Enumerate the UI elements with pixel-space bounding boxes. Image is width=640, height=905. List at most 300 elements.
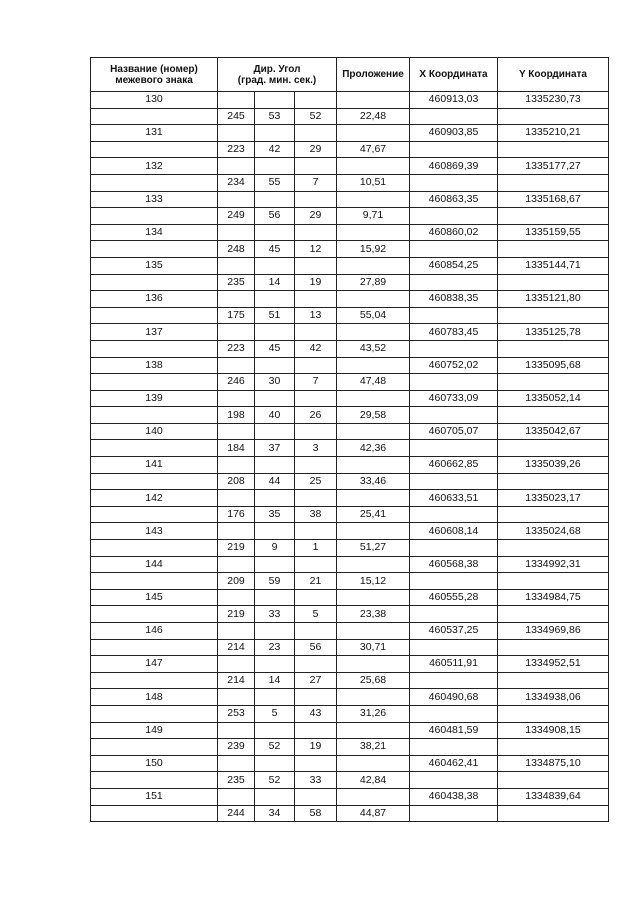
blank-cell [337, 490, 410, 507]
blank-cell [337, 523, 410, 540]
x-coordinate: 460481,59 [410, 722, 498, 739]
blank-cell [498, 672, 609, 689]
angle-seconds: 58 [295, 805, 337, 822]
angle-minutes: 52 [255, 772, 295, 789]
blank-cell [498, 772, 609, 789]
y-coordinate: 1334875,10 [498, 755, 609, 772]
blank-cell [218, 92, 255, 109]
blank-cell [498, 573, 609, 590]
point-name: 145 [91, 589, 218, 606]
angle-degrees: 175 [218, 307, 255, 324]
blank-cell [218, 457, 255, 474]
blank-cell [498, 506, 609, 523]
blank-cell [255, 556, 295, 573]
segment-length: 22,48 [337, 108, 410, 125]
segment-row [91, 307, 609, 324]
blank-cell [218, 423, 255, 440]
point-row [91, 125, 609, 142]
point-name: 144 [91, 556, 218, 573]
angle-degrees: 214 [218, 672, 255, 689]
angle-minutes: 56 [255, 208, 295, 225]
point-row [91, 556, 609, 573]
x-coordinate: 460752,02 [410, 357, 498, 374]
angle-minutes: 51 [255, 307, 295, 324]
y-coordinate: 1335024,68 [498, 523, 609, 540]
blank-cell [255, 755, 295, 772]
blank-cell [218, 722, 255, 739]
point-name: 148 [91, 689, 218, 706]
blank-cell [255, 291, 295, 308]
angle-seconds: 42 [295, 340, 337, 357]
angle-degrees: 235 [218, 772, 255, 789]
x-coordinate: 460860,02 [410, 224, 498, 241]
segment-length: 15,12 [337, 573, 410, 590]
angle-minutes: 42 [255, 141, 295, 158]
x-coordinate: 460913,03 [410, 92, 498, 109]
blank-cell [295, 357, 337, 374]
blank-cell [91, 805, 218, 822]
angle-minutes: 23 [255, 639, 295, 656]
angle-seconds: 52 [295, 108, 337, 125]
x-coordinate: 460568,38 [410, 556, 498, 573]
blank-cell [91, 174, 218, 191]
blank-cell [337, 656, 410, 673]
angle-degrees: 246 [218, 374, 255, 391]
blank-cell [218, 589, 255, 606]
angle-degrees: 239 [218, 739, 255, 756]
segment-row [91, 540, 609, 557]
segment-length: 47,67 [337, 141, 410, 158]
blank-cell [337, 291, 410, 308]
segment-length: 25,41 [337, 506, 410, 523]
segment-row [91, 208, 609, 225]
point-row [91, 324, 609, 341]
blank-cell [91, 772, 218, 789]
point-row [91, 257, 609, 274]
point-row [91, 722, 609, 739]
segment-row [91, 606, 609, 623]
angle-seconds: 1 [295, 540, 337, 557]
blank-cell [91, 340, 218, 357]
point-row [91, 158, 609, 175]
blank-cell [218, 324, 255, 341]
y-coordinate: 1334839,64 [498, 788, 609, 805]
blank-cell [410, 473, 498, 490]
y-coordinate: 1334938,06 [498, 689, 609, 706]
point-name: 133 [91, 191, 218, 208]
blank-cell [218, 357, 255, 374]
point-row [91, 457, 609, 474]
header-name [91, 58, 218, 92]
angle-seconds: 29 [295, 208, 337, 225]
y-coordinate: 1335210,21 [498, 125, 609, 142]
angle-minutes: 5 [255, 705, 295, 722]
angle-minutes: 14 [255, 672, 295, 689]
blank-cell [410, 307, 498, 324]
angle-seconds: 19 [295, 274, 337, 291]
segment-length: 44,87 [337, 805, 410, 822]
angle-seconds: 7 [295, 374, 337, 391]
angle-degrees: 208 [218, 473, 255, 490]
angle-degrees: 214 [218, 639, 255, 656]
blank-cell [218, 656, 255, 673]
blank-cell [218, 291, 255, 308]
point-name: 143 [91, 523, 218, 540]
blank-cell [498, 241, 609, 258]
segment-row [91, 705, 609, 722]
segment-row [91, 506, 609, 523]
y-coordinate: 1335121,80 [498, 291, 609, 308]
angle-minutes: 30 [255, 374, 295, 391]
blank-cell [337, 158, 410, 175]
blank-cell [218, 490, 255, 507]
angle-degrees: 234 [218, 174, 255, 191]
blank-cell [337, 788, 410, 805]
blank-cell [218, 689, 255, 706]
blank-cell [255, 623, 295, 640]
angle-seconds: 27 [295, 672, 337, 689]
blank-cell [337, 92, 410, 109]
blank-cell [218, 523, 255, 540]
angle-seconds: 12 [295, 241, 337, 258]
point-row [91, 623, 609, 640]
header-length: Проложение [337, 58, 410, 92]
segment-length: 51,27 [337, 540, 410, 557]
x-coordinate: 460662,85 [410, 457, 498, 474]
angle-seconds: 13 [295, 307, 337, 324]
segment-length: 25,68 [337, 672, 410, 689]
blank-cell [337, 589, 410, 606]
blank-cell [218, 125, 255, 142]
header-angle-line2: (град. мин. сек.) [237, 74, 317, 86]
angle-minutes: 35 [255, 506, 295, 523]
blank-cell [255, 457, 295, 474]
segment-length: 27,89 [337, 274, 410, 291]
y-coordinate: 1335125,78 [498, 324, 609, 341]
blank-cell [410, 540, 498, 557]
angle-seconds: 7 [295, 174, 337, 191]
segment-row [91, 440, 609, 457]
point-row [91, 423, 609, 440]
angle-seconds: 3 [295, 440, 337, 457]
point-row [91, 224, 609, 241]
blank-cell [498, 208, 609, 225]
segment-length: 47,48 [337, 374, 410, 391]
segment-row [91, 141, 609, 158]
point-row [91, 755, 609, 772]
y-coordinate: 1335230,73 [498, 92, 609, 109]
blank-cell [410, 141, 498, 158]
x-coordinate: 460783,45 [410, 324, 498, 341]
blank-cell [91, 374, 218, 391]
blank-cell [255, 722, 295, 739]
angle-degrees: 176 [218, 506, 255, 523]
blank-cell [218, 556, 255, 573]
point-row [91, 92, 609, 109]
angle-minutes: 52 [255, 739, 295, 756]
angle-degrees: 245 [218, 108, 255, 125]
blank-cell [410, 573, 498, 590]
blank-cell [410, 805, 498, 822]
header-angle-line1: Дир. Угол [253, 63, 301, 75]
blank-cell [337, 125, 410, 142]
blank-cell [91, 208, 218, 225]
point-name: 149 [91, 722, 218, 739]
blank-cell [498, 440, 609, 457]
point-row [91, 191, 609, 208]
y-coordinate: 1335095,68 [498, 357, 609, 374]
x-coordinate: 460733,09 [410, 390, 498, 407]
header-name-line2: межевого знака [115, 74, 193, 86]
blank-cell [91, 274, 218, 291]
blank-cell [410, 506, 498, 523]
blank-cell [498, 174, 609, 191]
y-coordinate: 1335168,67 [498, 191, 609, 208]
point-name: 150 [91, 755, 218, 772]
segment-length: 10,51 [337, 174, 410, 191]
x-coordinate: 460511,91 [410, 656, 498, 673]
blank-cell [410, 174, 498, 191]
segment-row [91, 274, 609, 291]
blank-cell [410, 340, 498, 357]
blank-cell [410, 672, 498, 689]
angle-minutes: 45 [255, 340, 295, 357]
y-coordinate: 1334908,15 [498, 722, 609, 739]
point-name: 138 [91, 357, 218, 374]
blank-cell [91, 540, 218, 557]
point-row [91, 490, 609, 507]
segment-row [91, 108, 609, 125]
angle-seconds: 25 [295, 473, 337, 490]
blank-cell [410, 440, 498, 457]
blank-cell [218, 191, 255, 208]
angle-minutes: 33 [255, 606, 295, 623]
blank-cell [295, 623, 337, 640]
y-coordinate: 1335159,55 [498, 224, 609, 241]
segment-row [91, 374, 609, 391]
angle-degrees: 244 [218, 805, 255, 822]
point-name: 147 [91, 656, 218, 673]
blank-cell [498, 108, 609, 125]
y-coordinate: 1334984,75 [498, 589, 609, 606]
blank-cell [498, 606, 609, 623]
blank-cell [337, 357, 410, 374]
x-coordinate: 460869,39 [410, 158, 498, 175]
blank-cell [410, 739, 498, 756]
point-name: 142 [91, 490, 218, 507]
blank-cell [295, 191, 337, 208]
segment-length: 38,21 [337, 739, 410, 756]
segment-length: 33,46 [337, 473, 410, 490]
blank-cell [337, 324, 410, 341]
angle-minutes: 34 [255, 805, 295, 822]
angle-degrees: 249 [218, 208, 255, 225]
blank-cell [295, 224, 337, 241]
blank-cell [410, 639, 498, 656]
y-coordinate: 1335039,26 [498, 457, 609, 474]
point-name: 141 [91, 457, 218, 474]
blank-cell [255, 125, 295, 142]
angle-minutes: 55 [255, 174, 295, 191]
angle-seconds: 19 [295, 739, 337, 756]
blank-cell [295, 755, 337, 772]
blank-cell [91, 739, 218, 756]
blank-cell [255, 423, 295, 440]
angle-seconds: 38 [295, 506, 337, 523]
angle-seconds: 29 [295, 141, 337, 158]
blank-cell [410, 705, 498, 722]
blank-cell [410, 208, 498, 225]
y-coordinate: 1335052,14 [498, 390, 609, 407]
segment-row [91, 340, 609, 357]
blank-cell [218, 390, 255, 407]
point-row [91, 523, 609, 540]
blank-cell [295, 689, 337, 706]
segment-length: 9,71 [337, 208, 410, 225]
point-name: 140 [91, 423, 218, 440]
angle-seconds: 21 [295, 573, 337, 590]
blank-cell [91, 407, 218, 424]
blank-cell [498, 374, 609, 391]
segment-row [91, 739, 609, 756]
blank-cell [295, 523, 337, 540]
angle-degrees: 223 [218, 340, 255, 357]
y-coordinate: 1334952,51 [498, 656, 609, 673]
segment-length: 23,38 [337, 606, 410, 623]
angle-degrees: 219 [218, 606, 255, 623]
blank-cell [337, 722, 410, 739]
blank-cell [255, 158, 295, 175]
angle-minutes: 9 [255, 540, 295, 557]
blank-cell [91, 141, 218, 158]
blank-cell [218, 788, 255, 805]
angle-minutes: 37 [255, 440, 295, 457]
x-coordinate: 460438,38 [410, 788, 498, 805]
blank-cell [410, 772, 498, 789]
blank-cell [91, 606, 218, 623]
angle-degrees: 235 [218, 274, 255, 291]
angle-seconds: 26 [295, 407, 337, 424]
point-name: 151 [91, 788, 218, 805]
segment-row [91, 174, 609, 191]
x-coordinate: 460490,68 [410, 689, 498, 706]
blank-cell [295, 423, 337, 440]
segment-row [91, 772, 609, 789]
blank-cell [337, 457, 410, 474]
angle-seconds: 5 [295, 606, 337, 623]
x-coordinate: 460705,07 [410, 423, 498, 440]
point-name: 139 [91, 390, 218, 407]
angle-minutes: 59 [255, 573, 295, 590]
blank-cell [498, 407, 609, 424]
blank-cell [255, 390, 295, 407]
blank-cell [337, 755, 410, 772]
blank-cell [91, 473, 218, 490]
blank-cell [218, 158, 255, 175]
blank-cell [255, 788, 295, 805]
blank-cell [255, 92, 295, 109]
blank-cell [255, 656, 295, 673]
blank-cell [410, 606, 498, 623]
blank-cell [295, 291, 337, 308]
point-row [91, 357, 609, 374]
blank-cell [498, 639, 609, 656]
angle-minutes: 40 [255, 407, 295, 424]
point-row [91, 656, 609, 673]
x-coordinate: 460854,25 [410, 257, 498, 274]
point-row [91, 788, 609, 805]
angle-degrees: 209 [218, 573, 255, 590]
y-coordinate: 1334969,86 [498, 623, 609, 640]
blank-cell [410, 374, 498, 391]
blank-cell [91, 108, 218, 125]
blank-cell [218, 755, 255, 772]
blank-cell [255, 589, 295, 606]
point-name: 130 [91, 92, 218, 109]
x-coordinate: 460633,51 [410, 490, 498, 507]
blank-cell [295, 656, 337, 673]
x-coordinate: 460838,35 [410, 291, 498, 308]
angle-seconds: 33 [295, 772, 337, 789]
segment-row [91, 473, 609, 490]
blank-cell [410, 241, 498, 258]
blank-cell [295, 158, 337, 175]
blank-cell [295, 556, 337, 573]
blank-cell [295, 490, 337, 507]
point-name: 132 [91, 158, 218, 175]
blank-cell [498, 141, 609, 158]
blank-cell [410, 274, 498, 291]
blank-cell [218, 257, 255, 274]
blank-cell [295, 457, 337, 474]
point-row [91, 689, 609, 706]
blank-cell [91, 440, 218, 457]
x-coordinate: 460462,41 [410, 755, 498, 772]
point-row [91, 589, 609, 606]
y-coordinate: 1335023,17 [498, 490, 609, 507]
blank-cell [498, 739, 609, 756]
point-name: 146 [91, 623, 218, 640]
angle-seconds: 56 [295, 639, 337, 656]
blank-cell [255, 357, 295, 374]
point-row [91, 390, 609, 407]
point-name: 134 [91, 224, 218, 241]
blank-cell [498, 540, 609, 557]
segment-row [91, 407, 609, 424]
x-coordinate: 460863,35 [410, 191, 498, 208]
segment-length: 29,58 [337, 407, 410, 424]
blank-cell [337, 623, 410, 640]
segment-length: 55,04 [337, 307, 410, 324]
header-angle [218, 58, 337, 92]
angle-degrees: 198 [218, 407, 255, 424]
blank-cell [255, 689, 295, 706]
blank-cell [255, 490, 295, 507]
blank-cell [498, 340, 609, 357]
point-name: 135 [91, 257, 218, 274]
y-coordinate: 1334992,31 [498, 556, 609, 573]
blank-cell [410, 108, 498, 125]
blank-cell [91, 573, 218, 590]
header-x: X Координата [410, 58, 498, 92]
angle-degrees: 248 [218, 241, 255, 258]
segment-row [91, 639, 609, 656]
segment-length: 31,26 [337, 705, 410, 722]
blank-cell [91, 639, 218, 656]
angle-degrees: 219 [218, 540, 255, 557]
blank-cell [295, 788, 337, 805]
blank-cell [498, 473, 609, 490]
